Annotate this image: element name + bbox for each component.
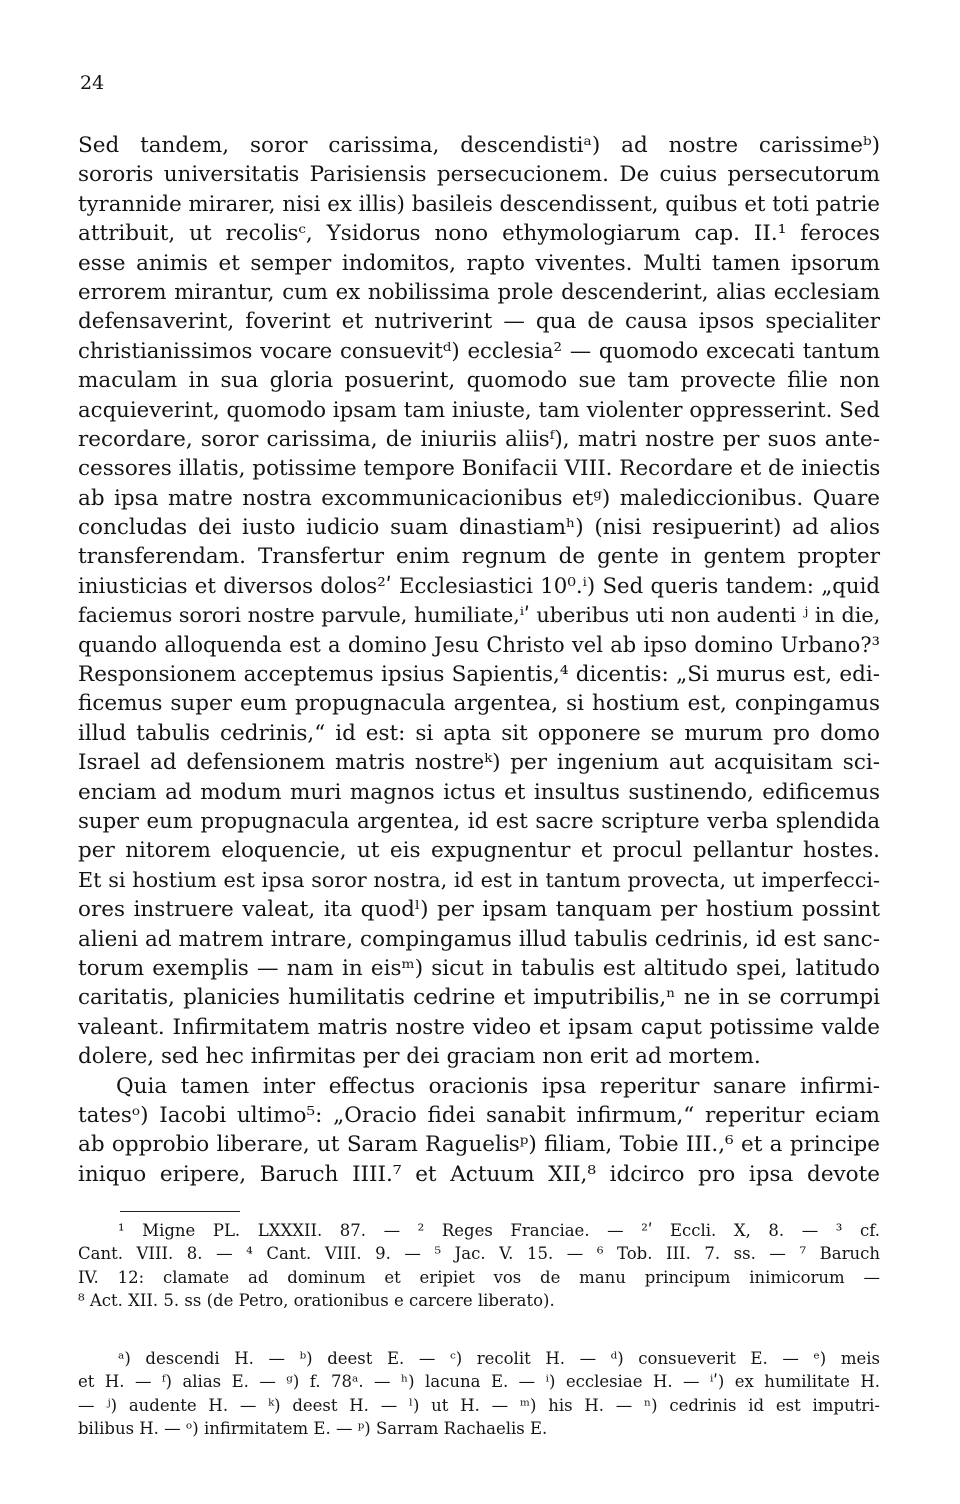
body-text (78, 131, 880, 1189)
text-line: concludas dei iusto iudicio suam dinastiamʰ) (nisi resipuerint) ad alios (78, 515, 880, 541)
text-line: tyrannide mirarer, nisi ex illis) basileis descendissent, quibus et toti patrie (78, 191, 880, 217)
text-line: errorem mirantur, cum ex nobilissima prole descenderint, alias ecclesiam (78, 279, 880, 305)
footnote-rule (120, 1211, 240, 1212)
text-line: valeant. Infirmitatem matris nostre video et ipsam caput potissime valde (78, 1014, 880, 1040)
text-line: sororis universitatis Parisiensis persecucionem. De cuius persecutorum (78, 162, 880, 188)
reference-note-line: IV. 12: clamate ad dominum et eripiet vos de manu principum inimicorum — (78, 1267, 880, 1287)
text-line: iniquo eripere, Baruch IIII.⁷ et Actuum XII,⁸ idcirco pro ipsa devote (78, 1161, 880, 1187)
page-number: 24 (80, 72, 105, 94)
text-line: torum exemplis — nam in eisᵐ) sicut in tabulis est altitudo spei, latitudo (78, 955, 880, 981)
apparatus-note-line: ᵃ) descendi H. — ᵇ) deest E. — ᶜ) recolit H. — ᵈ) consueverit E. — ᵉ) meis (118, 1349, 880, 1368)
text-line: quando alloquenda est a domino Jesu Christo vel ab ipso domino Urbano?³ (78, 632, 880, 657)
text-line: Quia tamen inter effectus oracionis ipsa reperitur sanare infirmi- (116, 1073, 880, 1099)
text-line: alieni ad matrem intrare, compingamus illud tabulis cedrinis, id est sanc- (78, 926, 880, 952)
text-line: acquieverint, quomodo ipsam tam iniuste, tam violenter oppresserint. Sed (78, 397, 880, 423)
text-line: Responsionem acceptemus ipsius Sapientis,⁴ dicentis: „Si murus est, edi- (78, 662, 880, 688)
reference-note-line: ⁸ Act. XII. 5. ss (de Petro, orationibus e carcere liberato). (78, 1290, 555, 1310)
apparatus-note-line: bilibus H. — ᵒ) infirmitatem E. — ᵖ) Sarram Rachaelis E. (78, 1418, 548, 1438)
text-line: ab opprobio liberare, ut Saram Raguelisᵖ) filiam, Tobie III.,⁶ et a principe (78, 1132, 880, 1158)
text-line: faciemus sorori nostre parvule, humiliate,ⁱʹ uberibus uti non audenti ʲ in die, (78, 603, 881, 628)
text-line: cessores illatis, potissime tempore Bonifacii VIII. Recordare et de iniectis (78, 456, 881, 482)
text-line: ores instruere valeat, ita quodˡ) per ipsam tanquam per hostium possint (78, 897, 880, 923)
text-line: Et si hostium est ipsa soror nostra, id est in tantum provecta, ut imperfecci- (78, 867, 880, 892)
text-line: transferendam. Transfertur enim regnum de gente in gentem propter (78, 544, 880, 570)
text-line: super eum propugnacula argentea, id est sacre scripture verba splendida (78, 808, 880, 834)
text-line: caritatis, planicies humilitatis cedrine et imputribilis,ⁿ ne in se corrumpi (78, 985, 880, 1011)
text-line: ficemus super eum propugnacula argentea, si hostium est, conpingamus (78, 691, 880, 717)
text-line: attribuit, ut recolisᶜ, Ysidorus nono ethymologiarum cap. II.¹ feroces (78, 221, 880, 247)
text-line: recordare, soror carissima, de iniuriis aliisᶠ), matri nostre per suos ante- (78, 426, 880, 452)
apparatus-note-line: — ʲ) audente H. — ᵏ) deest H. — ˡ) ut H. — ᵐ) his H. — ⁿ) cedrinis id est imputri- (78, 1395, 880, 1415)
text-line: tatesᵒ) Iacobi ultimo⁵: „Oracio fidei sanabit infirmum,“ reperitur eciam (78, 1102, 880, 1128)
text-line: per nitorem eloquencie, ut eis expugnentur et procul pellantur hostes. (78, 838, 880, 864)
text-line: maculam in sua gloria posuerint, quomodo sue tam provecte filie non (78, 368, 880, 394)
apparatus-notes (78, 1347, 880, 1440)
text-line: esse animis et semper indomitos, rapto viventes. Multi tamen ipsorum (78, 250, 880, 276)
text-line: Israel ad defensionem matris nostreᵏ) per ingenium aut acquisitam sci- (78, 750, 880, 776)
apparatus-note-line: et H. — ᶠ) alias E. — ᵍ) f. 78ᵃ. — ʰ) lacuna E. — ⁱ) ecclesiae H. — ⁱʹ) ex humilitate H. (78, 1372, 880, 1392)
text-line: enciam ad modum muri magnos ictus et insultus sustinendo, edificemus (78, 779, 880, 805)
reference-notes (78, 1219, 880, 1312)
text-line: illud tabulis cedrinis,“ id est: si apta sit opponere se murum pro domo (78, 720, 880, 746)
text-line: christianissimos vocare consuevitᵈ) ecclesia² — quomodo excecati tantum (78, 338, 880, 364)
text-line: defensaverint, foverint et nutriverint — qua de causa ipsos specialiter (78, 309, 880, 335)
text-line: iniusticias et diversos dolos²ʹ Ecclesiastici 10⁰.ⁱ) Sed queris tandem: „quid (78, 573, 880, 599)
text-line: ab ipsa matre nostra excommunicacionibus etᵍ) malediccionibus. Quare (78, 485, 880, 511)
text-line: Sed tandem, soror carissima, descendistiᵃ) ad nostre carissimeᵇ) (78, 133, 880, 158)
reference-note-line: ¹ Migne PL. LXXXII. 87. — ² Reges Franciae. — ²ʹ Eccli. X, 8. — ³ cf. (118, 1221, 880, 1240)
text-line: dolere, sed hec infirmitas per dei graciam non erit ad mortem. (78, 1044, 761, 1070)
reference-note-line: Cant. VIII. 8. — ⁴ Cant. VIII. 9. — ⁵ Jac. V. 15. — ⁶ Tob. III. 7. ss. — ⁷ Baruch (78, 1244, 880, 1264)
